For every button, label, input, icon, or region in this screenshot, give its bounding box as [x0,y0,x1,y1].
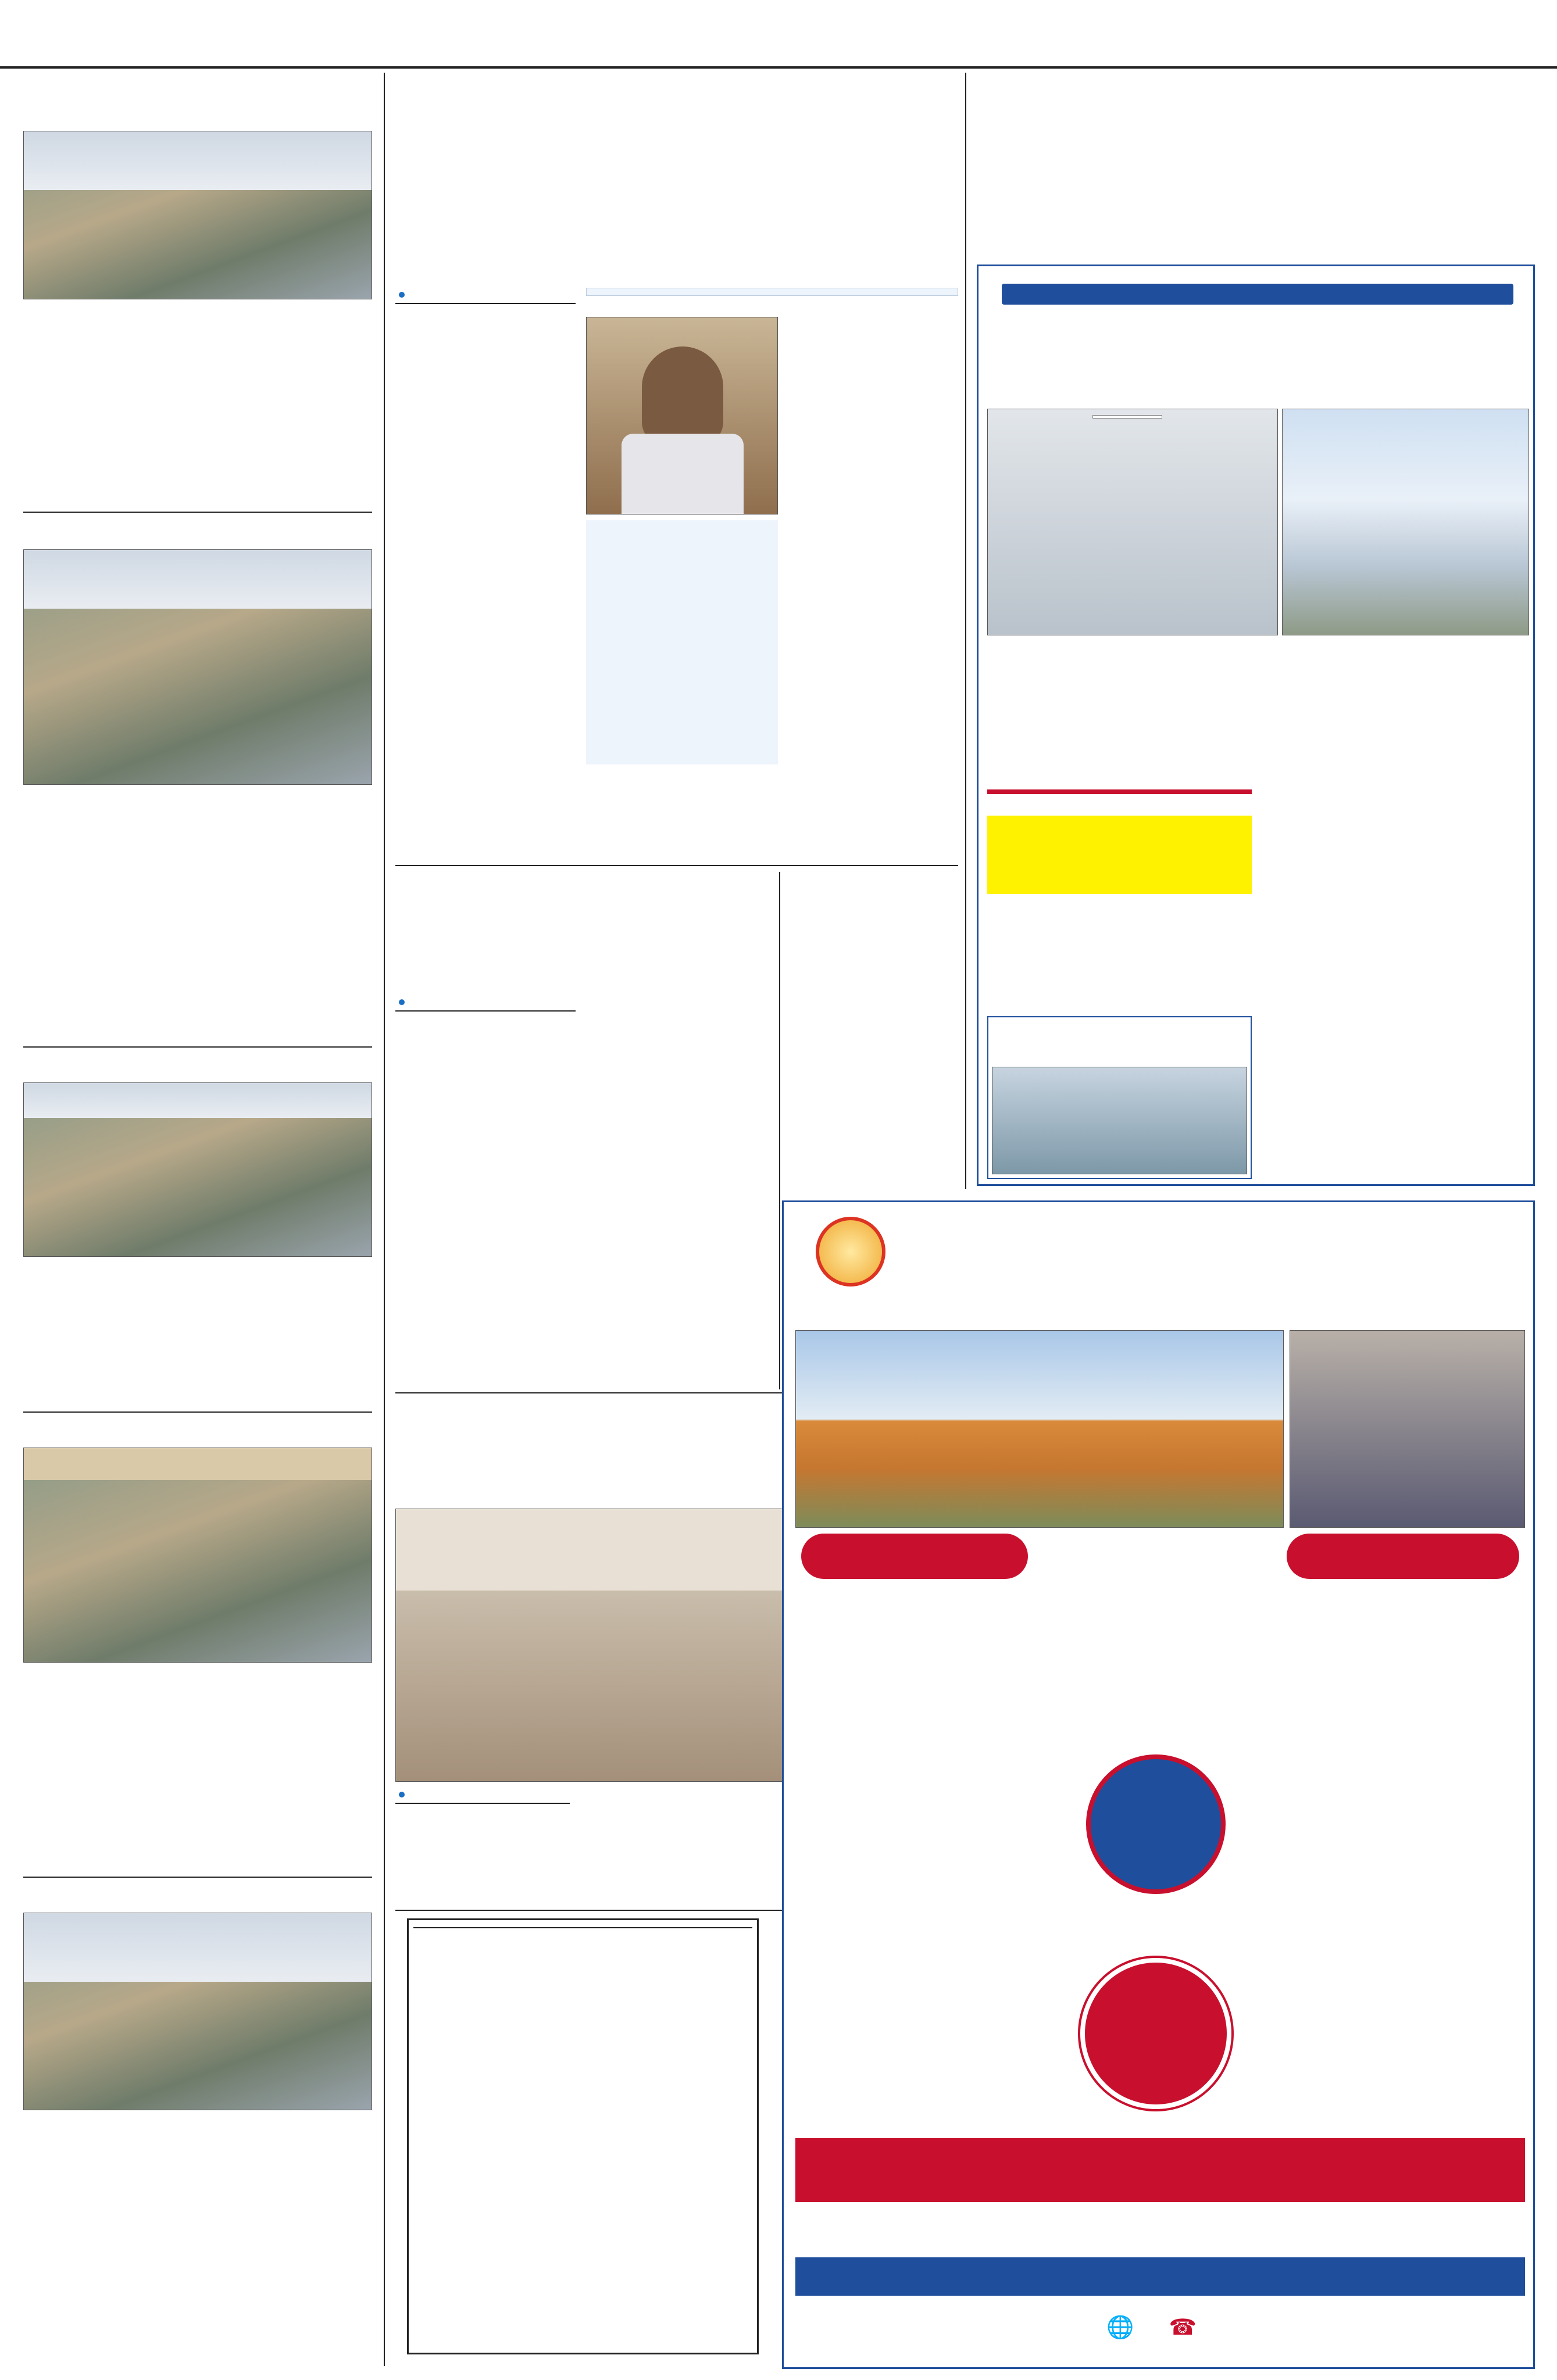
impact-sub1 [987,789,1252,794]
story-challan-col2 [202,305,372,506]
page-number [1478,8,1542,60]
impact-highlight [987,816,1252,894]
suicide-col3 [1343,129,1534,254]
lead-col1b [395,767,576,860]
impact-banner [1002,284,1513,305]
story-form-camp-col2 [202,789,372,1041]
tender-title2 [413,1925,752,1928]
toppers-byline [395,1788,570,1804]
photo-school-building [795,1330,1284,1528]
photo-hospital-building [1282,409,1529,635]
story-raths-col1 [23,2115,192,2365]
limited-seats [795,2257,1525,2296]
team-box [987,1016,1252,1179]
impact-col2 [1263,641,1528,755]
toppers-col1 [395,1836,570,1906]
photo-medical-team [992,1067,1247,1174]
impact-col1 [987,641,1252,787]
class-xii-title [801,1534,1028,1579]
school-crest-icon [816,1217,885,1287]
hundred-badge [1080,1958,1231,2109]
photo-nehru-anniversary [23,1448,372,1663]
lead-photo-caption [586,520,778,764]
suicide-col1 [977,129,1151,254]
uid-byline [395,995,576,1012]
story-nehru-col1 [23,1667,192,1872]
lead-side-text [786,360,958,764]
photo-doctors-patient [987,409,1278,635]
photo-vehicle-check [23,131,372,299]
story-bped-col2 [202,1262,372,1407]
admission-banner [795,2138,1525,2202]
masthead [0,0,1557,69]
photo-bped-memo [23,1082,372,1257]
story-challan-col1 [23,305,192,506]
story-form-camp-col1 [23,789,192,1041]
photo-students-group [1290,1330,1525,1528]
tender-notice [407,1918,759,2354]
uid-col2 [588,995,773,1386]
lead-col2b [586,767,771,860]
class-x-title [1287,1534,1519,1579]
story-nehru-col2 [202,1667,372,1872]
best-result-badge [1086,1754,1226,1894]
impact-col2d [1263,1034,1528,1144]
toppers-col2 [584,1788,762,1906]
doctor-tag [1092,415,1162,419]
uid-col1 [395,1044,580,1386]
lead-col1 [395,340,576,759]
phone-icon: ☎ [1169,2314,1197,2340]
contact-strip [795,2304,1525,2350]
photo-collector [586,317,778,514]
photo-form-camp [23,549,372,785]
school-advertisement [782,1200,1535,2369]
impact-col1c [987,897,1252,1013]
lead-box-title [586,288,958,296]
story-raths-col2 [202,2115,372,2365]
tender-body [413,1934,752,2126]
story-bped-col1 [23,1262,192,1407]
lead-col3b [786,767,958,860]
globe-icon: 🌐 [1106,2314,1134,2340]
photo-congress-raths [23,1913,372,2110]
lead-byline [395,288,576,304]
impact-col2c [1263,778,1528,1028]
impact-feature [977,265,1535,1186]
suicide-col2 [1160,129,1334,254]
